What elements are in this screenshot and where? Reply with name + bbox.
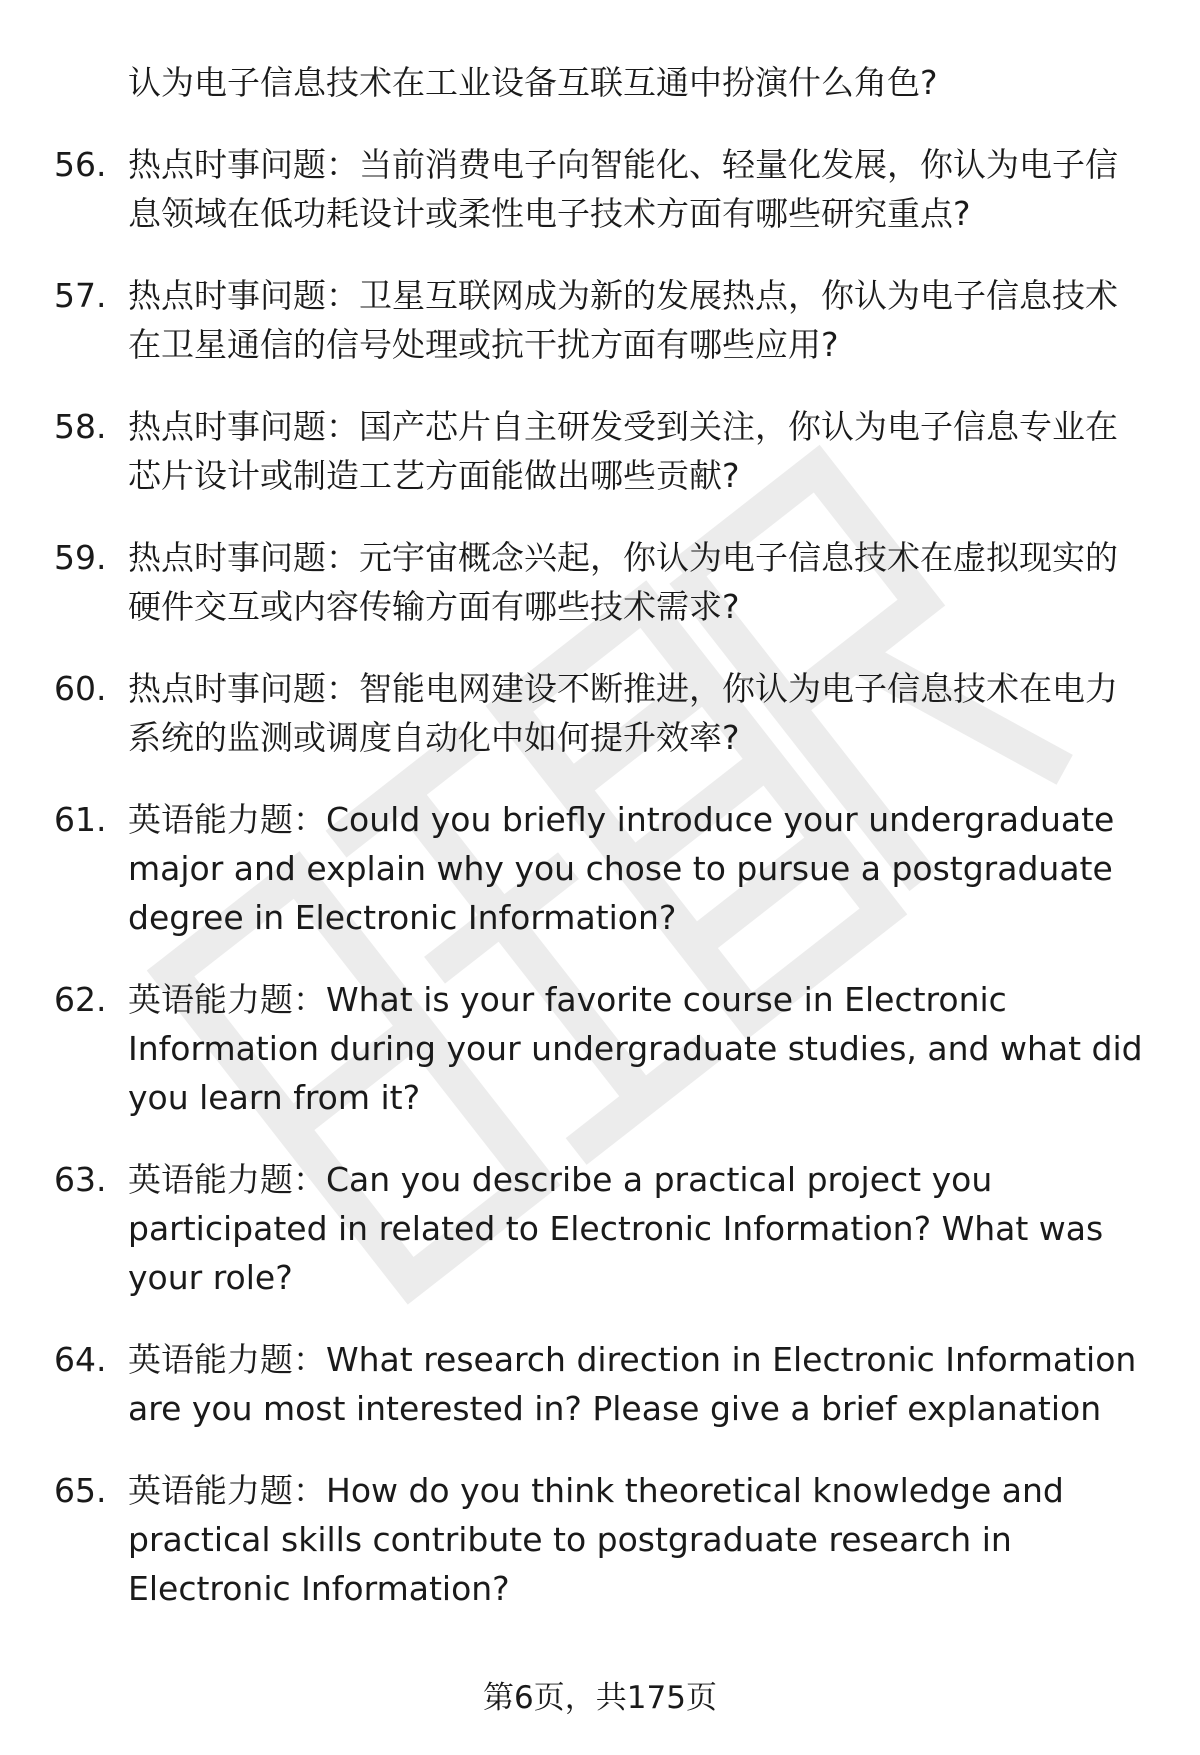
question-number: 59. bbox=[54, 538, 107, 577]
question-text: 英语能力题：What research direction in Electronic Information are you most interested in? Please give a brief explanation bbox=[128, 1340, 1137, 1428]
question-number: 57. bbox=[54, 276, 107, 315]
question-text: 热点时事问题：元宇宙概念兴起，你认为电子信息技术在虚拟现实的硬件交互或内容传输方面有哪些技术需求? bbox=[128, 538, 1118, 626]
question-item bbox=[0, 975, 1143, 1122]
continued-question-text: 认为电子信息技术在工业设备互联互通中扮演什么角色? bbox=[128, 63, 938, 102]
question-item bbox=[0, 1155, 1143, 1302]
question-text: 英语能力题：What is your favorite course in Electronic Information during your undergraduate studies, and what did you learn from it? bbox=[128, 980, 1143, 1117]
question-list bbox=[0, 58, 1200, 1646]
question-item bbox=[0, 664, 1143, 762]
question-text: 热点时事问题：国产芯片自主研发受到关注，你认为电子信息专业在芯片设计或制造工艺方面能做出哪些贡献? bbox=[128, 407, 1118, 495]
question-item bbox=[0, 402, 1143, 500]
question-number: 56. bbox=[54, 145, 107, 184]
question-item bbox=[0, 533, 1143, 631]
question-text: 英语能力题：Can you describe a practical project you participated in related to Electronic Information? What was your role? bbox=[128, 1160, 1104, 1297]
question-number: 60. bbox=[54, 669, 107, 708]
question-number: 65. bbox=[54, 1471, 107, 1510]
question-number: 58. bbox=[54, 407, 107, 446]
question-item bbox=[0, 271, 1143, 369]
question-number: 61. bbox=[54, 800, 107, 839]
question-text: 热点时事问题：智能电网建设不断推进，你认为电子信息技术在电力系统的监测或调度自动化中如何提升效率? bbox=[128, 669, 1118, 757]
question-number: 62. bbox=[54, 980, 107, 1019]
question-text: 热点时事问题：卫星互联网成为新的发展热点，你认为电子信息技术在卫星通信的信号处理或抗干扰方面有哪些应用? bbox=[128, 276, 1118, 364]
question-item bbox=[0, 795, 1143, 942]
question-number: 63. bbox=[54, 1160, 107, 1199]
question-item bbox=[0, 1335, 1143, 1433]
question-text: 英语能力题：Could you briefly introduce your undergraduate major and explain why you chose to pursue a postgraduate degree in Electronic Information? bbox=[128, 800, 1115, 937]
question-number: 64. bbox=[54, 1340, 107, 1379]
question-text: 热点时事问题：当前消费电子向智能化、轻量化发展，你认为电子信息领域在低功耗设计或柔性电子技术方面有哪些研究重点? bbox=[128, 145, 1118, 233]
question-item bbox=[0, 140, 1143, 238]
page-number-footer: 第6页，共175页 bbox=[483, 1680, 717, 1716]
question-item bbox=[0, 1466, 1143, 1613]
question-text: 英语能力题：How do you think theoretical knowledge and practical skills contribute to postgraduate research in Electronic Information? bbox=[128, 1471, 1064, 1608]
